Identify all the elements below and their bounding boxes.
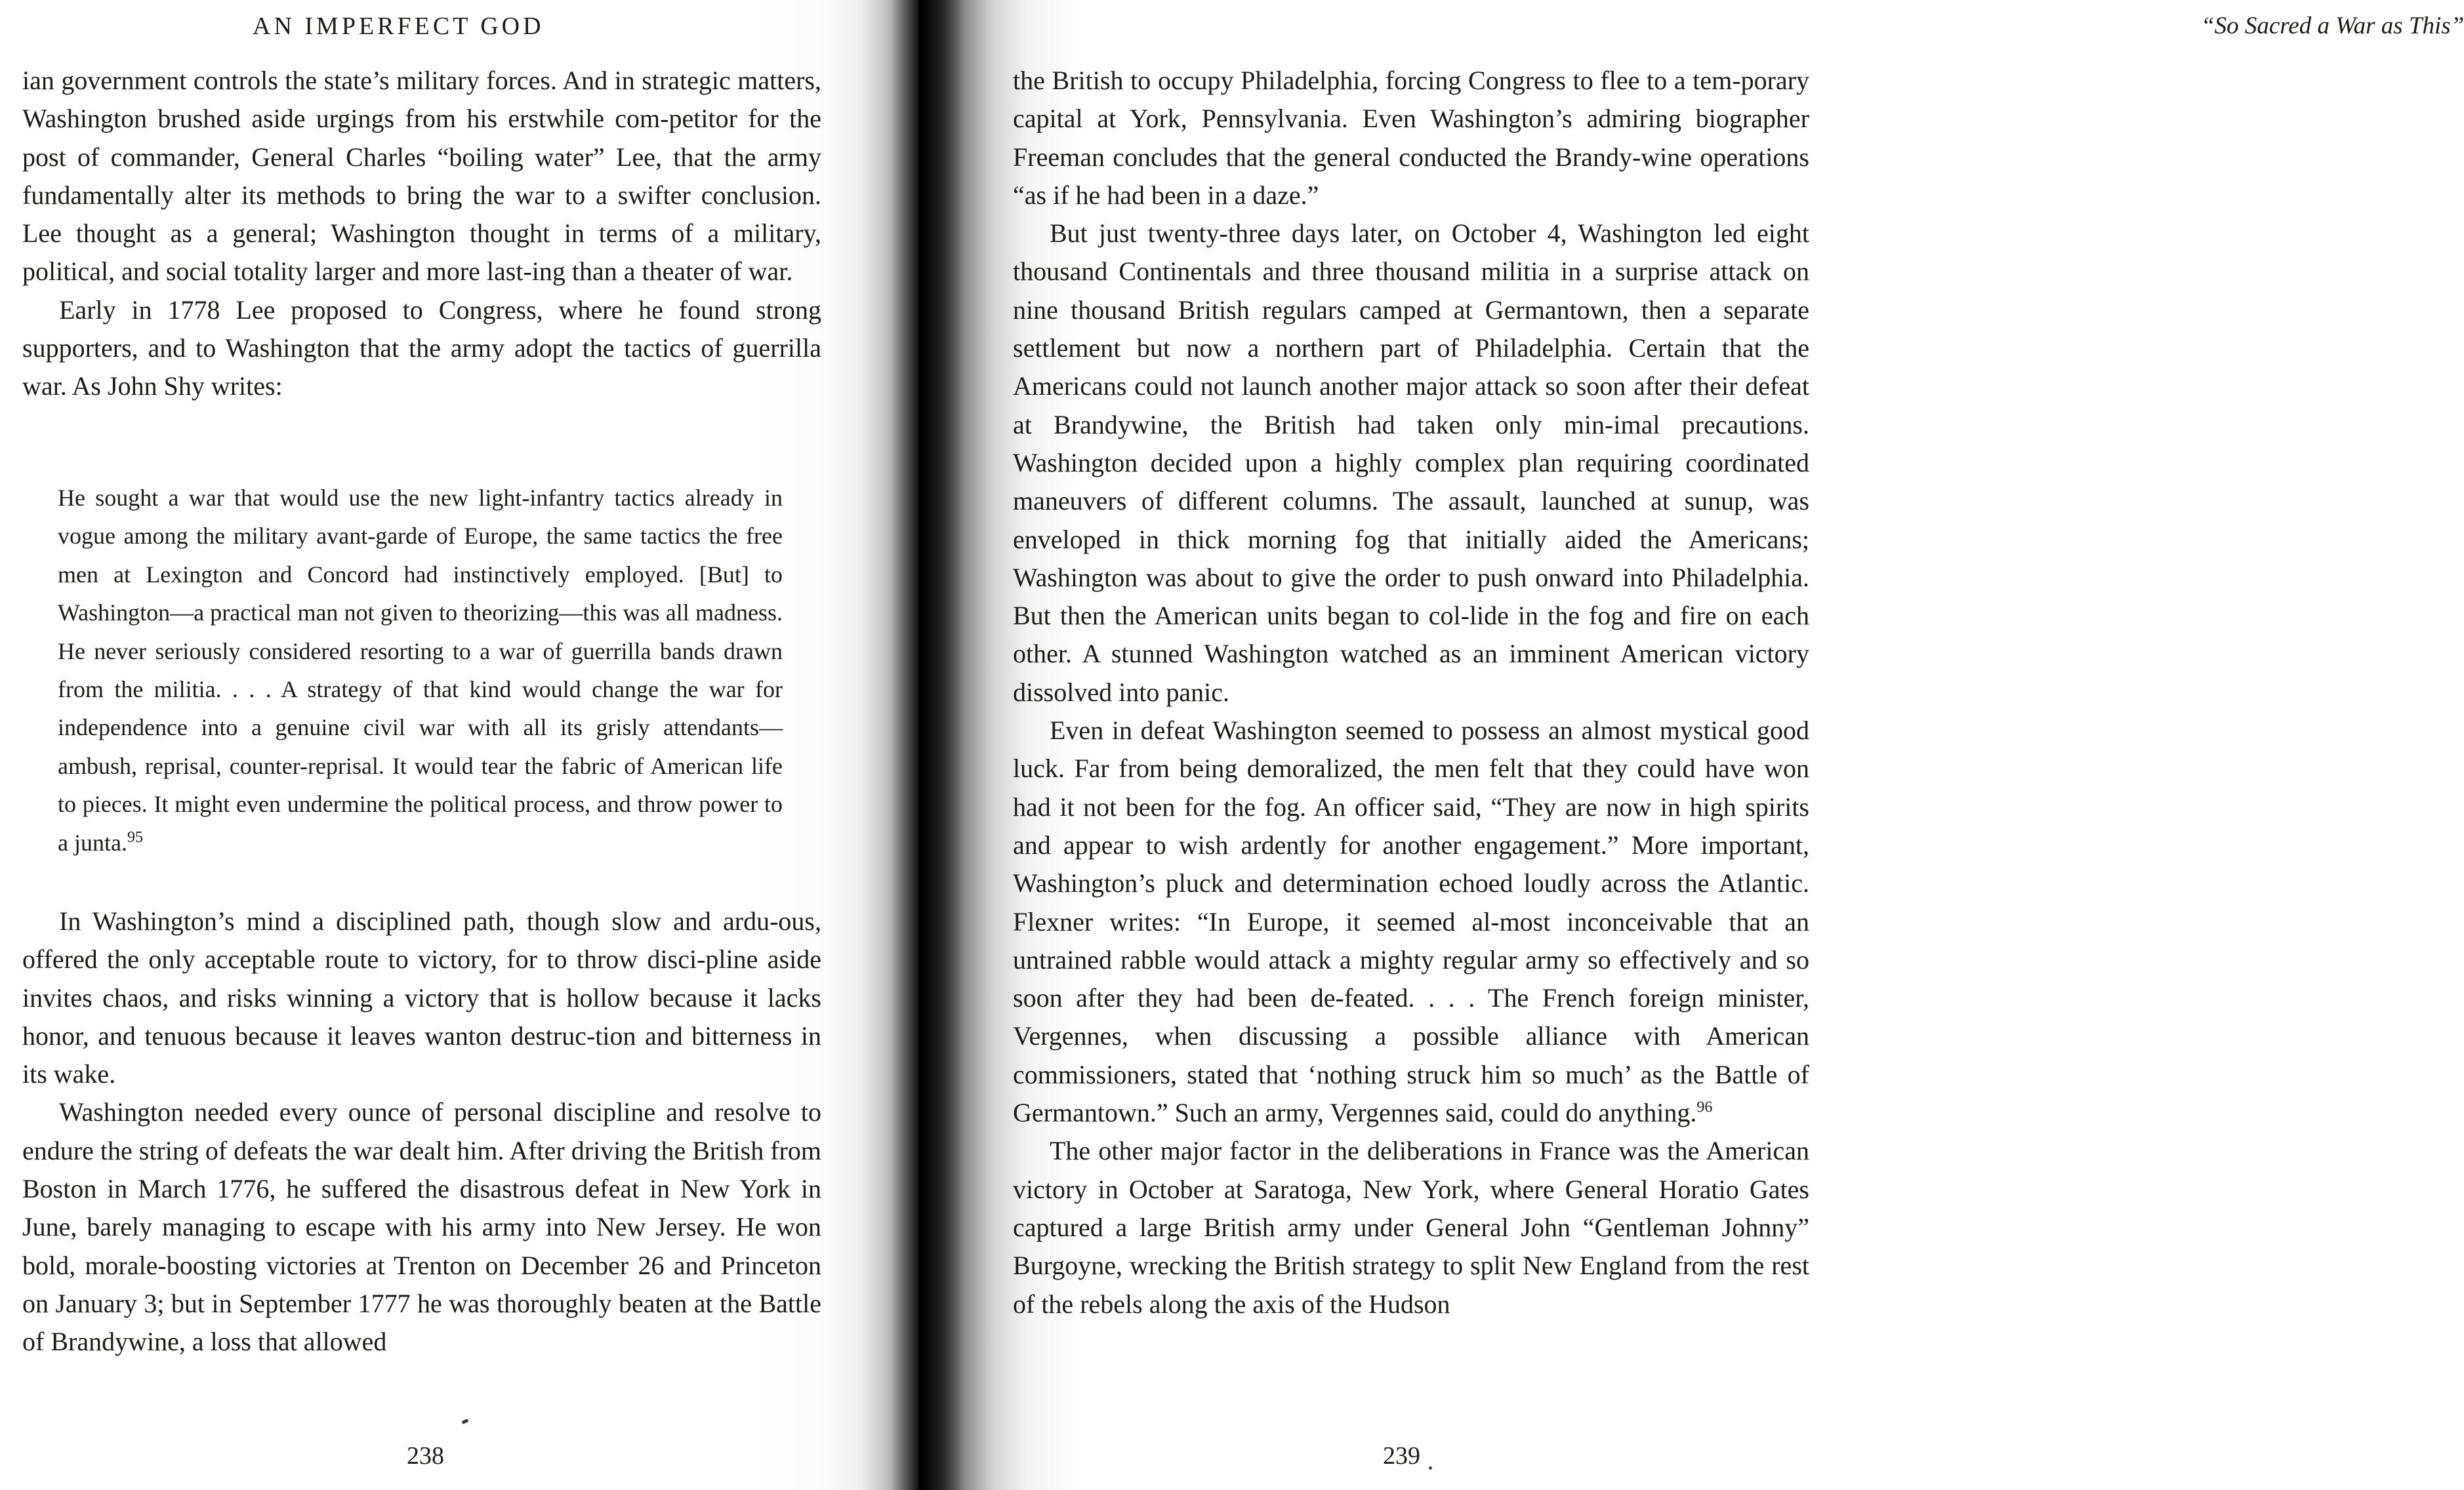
footnote-ref-96: 96 bbox=[1696, 1098, 1713, 1116]
left-page-body-top bbox=[22, 62, 821, 406]
page-number-left: 238 bbox=[407, 1442, 444, 1470]
left-paragraph-2: Early in 1778 Lee proposed to Congress, where he found strong supporters, and to Washington that the army adopt the tactics of guerrilla war. As John Shy writes: bbox=[22, 294, 821, 401]
footnote-ref-95: 95 bbox=[127, 828, 143, 846]
left-paragraph-4: Washington needed every ounce of personal discipline and resolve to endure the string of defeats the war dealt him. After driving the British from Boston in March 1776, he suffered the disastrous defeat in New York in June, barely managing to escape with his army into New Jersey. He won bold, morale-boosting victories at Trenton on December 26 and Princeton on January 3; but in September 1777 he was thoroughly beaten at the Battle of Brandywine, a loss that allowed bbox=[22, 1097, 821, 1357]
block-quote-body: He sought a war that would use the new light-infantry tactics already in vogue among the military avant-garde of Europe, the same tactics the free men at Lexington and Concord had instinctively employed. [But] to Washington—a practical man not given to theorizing—this was all madness. He never seriously considered resorting to a war of guerrilla bands drawn from the militia. . . . A strategy of that kind would change the war for independence into a genuine civil war with all its grisly attendants—ambush, reprisal, counter-reprisal. It would tear the fabric of American life to pieces. It might even undermine the political process, and throw power to a junta. bbox=[58, 485, 783, 856]
left-paragraph-1: ian government controls the state’s military forces. And in strategic matters, Washington brushed aside urgings from his erstwhile com-petitor for the post of commander, General Charles “boiling water” Lee, that the army fundamentally alter its methods to bring the war to a swifter conclusion. Lee thought as a general; Washington thought in terms of a military, political, and social totality larger and more last-ing than a theater of war. bbox=[22, 66, 821, 287]
printing-dot bbox=[1429, 1466, 1432, 1470]
right-paragraph-4: The other major factor in the deliberations in France was the American victory in October at Saratoga, New York, where General Horatio Gates captured a large British army under General John “Gentleman Johnny” Burgoyne, wrecking the British strategy to split New England from the rest of the rebels along the axis of the Hudson bbox=[1013, 1136, 1809, 1319]
right-paragraph-3 bbox=[1013, 712, 1809, 1132]
left-page-body-bottom bbox=[22, 902, 821, 1361]
right-paragraph-2: But just twenty-three days later, on October 4, Washington led eight thousand Continentals and three thousand militia in a surprise attack on nine thousand British regulars camped at Germantown, then a separate settlement but now a northern part of Philadelphia. Certain that the Americans could not launch another major attack so soon after their defeat at Brandywine, the British had taken only min-imal precautions. Washington decided upon a highly complex plan requiring coordinated maneuvers of different columns. The assault, launched at sunup, was enveloped in thick morning fog that initially aided the Americans; Washington was about to give the order to push onward into Philadelphia. But then the American units began to col-lide in the fog and fire on each other. A stunned Washington watched as an imminent American victory dissolved into panic. bbox=[1013, 218, 1809, 707]
running-head-chapter-title: “So Sacred a War as This” bbox=[2201, 12, 2464, 39]
right-page-body bbox=[1013, 62, 1809, 1323]
right-paragraph-3-text: Even in defeat Washington seemed to possess an almost mystical good luck. Far from being demoralized, the men felt that they could have won had it not been for the fog. An officer said, “They are now in high spirits and appear to wish ardently for another engagement.” More important, Washington’s pluck and determination echoed loudly across the Atlantic. Flexner writes: “In Europe, it seemed al-most inconceivable that an untrained rabble would attack a mighty regular army so effectively and so soon after they had been de-feated. . . . The French foreign minister, Vergennes, when discussing a possible alliance with American commissioners, stated that ‘nothing struck him so much’ as the Battle of Germantown.” Such an army, Vergennes said, could do anything. bbox=[1013, 715, 1809, 1128]
block-quote-john-shy bbox=[58, 479, 783, 862]
left-page bbox=[0, 0, 918, 1490]
printing-mark bbox=[461, 1419, 468, 1424]
left-paragraph-3: In Washington’s mind a disciplined path, though slow and ardu-ous, offered the only acceptable route to victory, for to throw disci-pline aside invites chaos, and risks winning a victory that is hollow because it lacks honor, and tenuous because it leaves wanton destruc-tion and bitterness in its wake. bbox=[22, 906, 821, 1089]
page-number-right: 239 bbox=[1383, 1442, 1420, 1470]
right-paragraph-1: the British to occupy Philadelphia, forcing Congress to flee to a tem-porary capital at York, Pennsylvania. Even Washington’s admiring biographer Freeman concludes that the general conducted the Brandy-wine operations “as if he had been in a daze.” bbox=[1013, 66, 1809, 210]
block-quote-text bbox=[58, 479, 783, 862]
running-head-book-title: AN IMPERFECT GOD bbox=[253, 12, 544, 40]
